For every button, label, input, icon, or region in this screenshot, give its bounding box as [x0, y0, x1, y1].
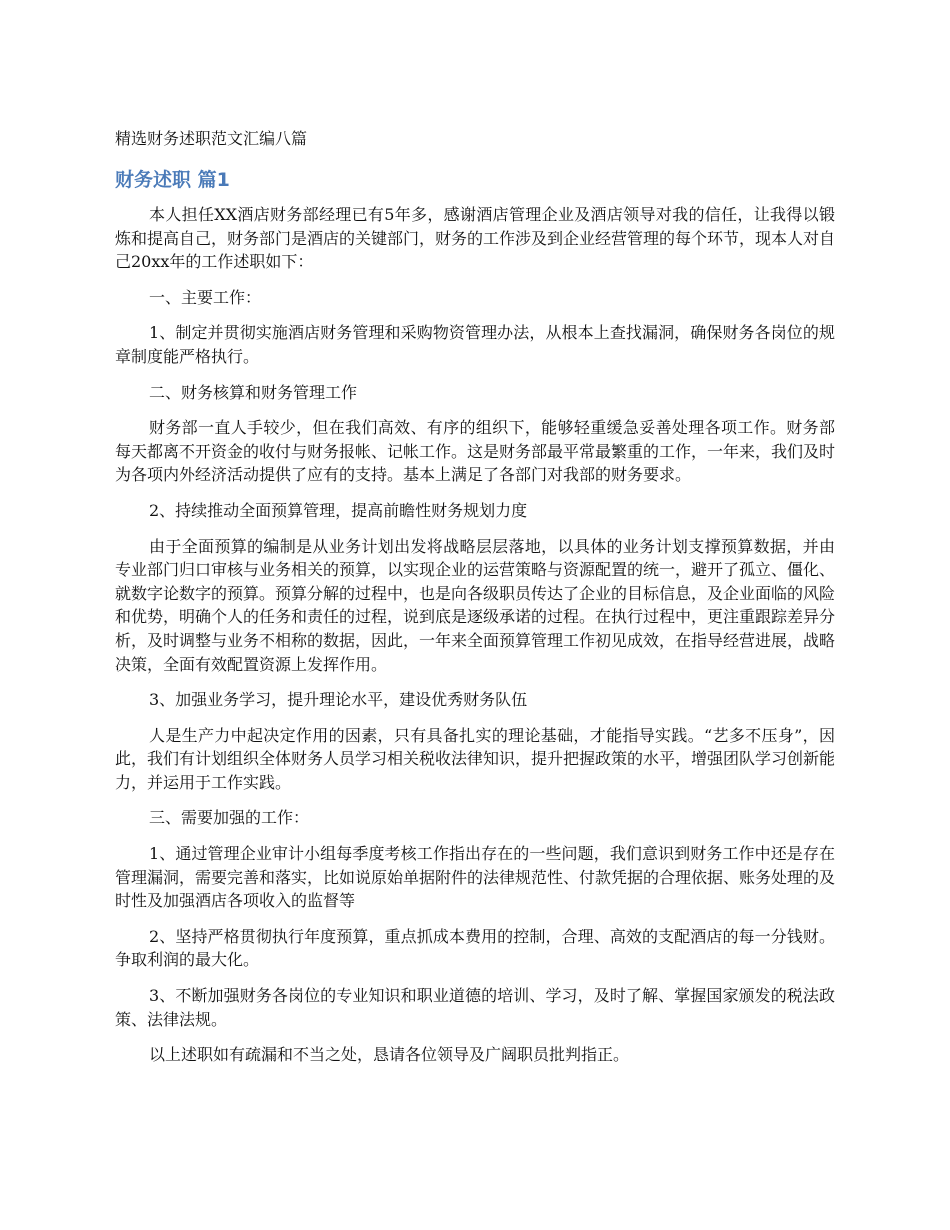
paragraph: 由于全面预算的编制是从业务计划出发将战略层层落地，以具体的业务计划支撑预算数据，并由专业部门归口审核与业务相关的预算，以实现企业的运营策略与资源配置的统一，避开了孤立、僵化、就数字论数字的预算。预算分解的过程中，也是向各级职员传达了企业的目标信息，及企业面临的风险和优势，明确个人的任务和责任的过程，说到底是逐级承诺的过程。在执行过程中，更注重跟踪差异分析，及时调整与业务不相称的数据，因此，一年来全面预算管理工作初见成效，在指导经营进展，战略决策，全面有效配置资源上发挥作用。 [115, 536, 836, 674]
paragraph: 财务部一直人手较少，但在我们高效、有序的组织下，能够轻重缓急妥善处理各项工作。财务部每天都离不开资金的收付与财务报帐、记帐工作。这是财务部最平常最繁重的工作，一年来，我们及时为各项内外经济活动提供了应有的支持。基本上满足了各部门对我部的财务要求。 [115, 418, 836, 485]
paragraph: 2、坚持严格贯彻执行年度预算，重点抓成本费用的控制，合理、高效的支配酒店的每一分钱财。争取利润的最大化。 [115, 926, 835, 970]
paragraph: 1、通过管理企业审计小组每季度考核工作指出存在的一些问题，我们意识到财务工作中还是存在管理漏洞，需要完善和落实，比如说原始单据附件的法律规范性、付款凭据的合理依据、账务处理的及时性及加强酒店各项收入的监督等 [115, 844, 836, 911]
paragraph: 本人担任XX酒店财务部经理已有5年多，感谢酒店管理企业及酒店领导对我的信任，让我得以锻炼和提高自己，财务部门是酒店的关键部门，财务的工作涉及到企业经营管理的每个环节，现本人对自己20xx年的工作述职如下： [115, 205, 836, 272]
document-title: 精选财务述职范文汇编八篇 [115, 129, 308, 148]
paragraph: 2、持续推动全面预算管理，提高前瞻性财务规划力度 [149, 500, 528, 520]
section-heading: 财务述职 篇1 [115, 169, 230, 191]
paragraph: 人是生产力中起决定作用的因素，只有具备扎实的理论基础，才能指导实践。“艺多不压身”，因此，我们有计划组织全体财务人员学习相关税收法律知识，提升把握政策的水平，增强团队学习创新能力，并运用于工作实践。 [115, 725, 836, 792]
paragraph: 以上述职如有疏漏和不当之处，恳请各位领导及广阔职员批判指正。 [149, 1045, 630, 1065]
paragraph: 3、加强业务学习，提升理论水平，建设优秀财务队伍 [149, 690, 528, 710]
paragraph: 二、财务核算和财务管理工作 [149, 382, 358, 402]
paragraph: 3、不断加强财务各岗位的专业知识和职业道德的培训、学习，及时了解、掌握国家颁发的税法政策、法律法规。 [115, 986, 835, 1029]
paragraph: 1、制定并贯彻实施酒店财务管理和采购物资管理办法，从根本上查找漏洞，确保财务各岗位的规章制度能严格执行。 [115, 323, 835, 366]
document-body [115, 203, 835, 1079]
paragraph: 三、需要加强的工作： [149, 808, 310, 828]
paragraph: 一、主要工作： [149, 287, 262, 307]
